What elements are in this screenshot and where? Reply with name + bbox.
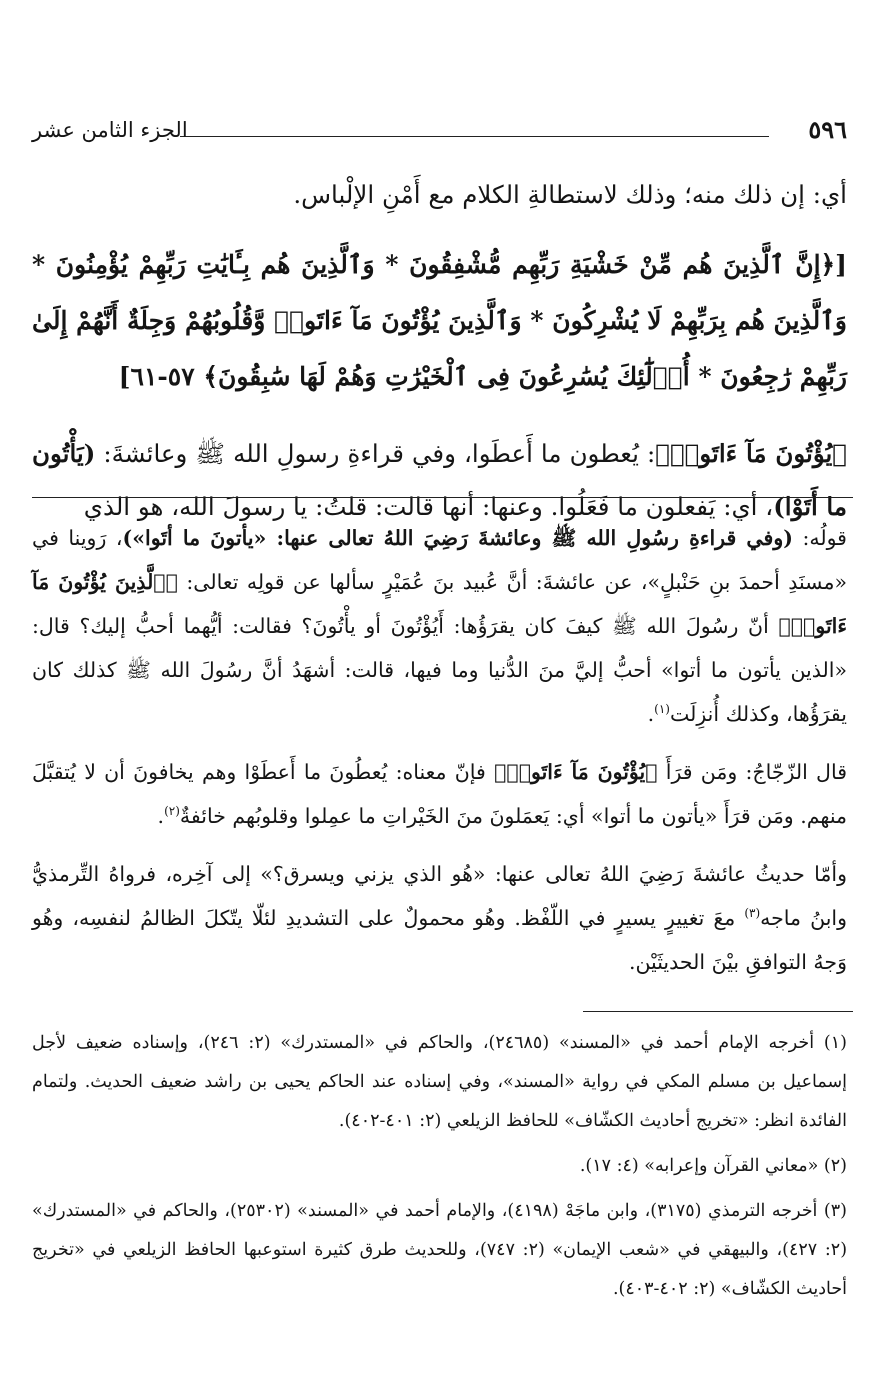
c1-a: قولُه: — [792, 526, 847, 550]
footnote-divider — [583, 1011, 853, 1012]
commentary-paragraph-3 — [32, 852, 847, 984]
tafsir-quote-1: ﴿يُؤْتُونَ مَآ ءَاتَوا۟﴾ — [655, 439, 847, 468]
c1-c: أنّ رسُولَ الله ﷺ كيفَ كان يقرَؤُها: أَيُؤْتُونَ أو يأْتُونَ؟ فقالت: أيُّهما أحبُّ إليك؟ قال: «الذين يأتون ما أتوا» أحبُّ إليَّ منَ الدُّنيا وما فيها، قالت: أشهَدُ أنَّ رسُولَ الله ﷺ كذلك كان يقرَؤُها، وكذلك أُنزِلَت — [32, 614, 847, 726]
c2-verse-quote: ﴿يُؤْتُونَ مَآ ءَاتَوا۟﴾ — [494, 760, 658, 784]
footnotes — [32, 1024, 847, 1315]
page-number: ٥٩٦ — [808, 115, 847, 144]
header-rule — [180, 136, 769, 137]
commentary — [32, 516, 847, 998]
c1-lemma: (وفي قراءةِ رسُولِ الله ﷺ وعائشةَ رَضِيَ اللهُ تعالى عنها: «يأتونَ ما أتَوا») — [122, 526, 793, 550]
main-text — [32, 168, 847, 533]
footnote-3: (٣) أخرجه الترمذي (٣١٧٥)، وابن ماجَهْ (٤١٩٨)، والإمام أحمد في «المسند» (٢٥٣٠٢)، والحاكم في «المستدرك» (٢: ٤٢٧)، والبيهقي في «شعب الإيمان» (٢: ٧٤٧)، وللحديث طرق كثيرة استوعبها الحافظ الزيلعي في «تخريج أحاديث الكشّاف» (٢: ٤٠٢-٤٠٣). — [32, 1201, 848, 1299]
footnote-2: (٢) «معاني القرآن وإعرابه» (٤: ١٧). — [579, 1156, 847, 1176]
tafsir-text-2: ، أي: يَفعلون ما فَعَلُوا. وعنها: أنها قالت: قلتُ: يا رسولَ الله، هو الذي — [83, 492, 774, 521]
c2-end: . — [157, 804, 165, 828]
c2-a: قال الزّجّاجُ: ومَن قرَأَ — [657, 760, 847, 784]
footnote-ref-2: (٢) — [164, 804, 180, 819]
c1-b: ، رَوينا في «مسنَدِ أحمدَ بنِ حَنْبلٍ»، عن عائشةَ: أنَّ عُبيد بنَ عُمَيْرٍ سألها عن قولِه تعالى: — [32, 526, 847, 594]
tafsir-text-1: : يُعطون ما أَعطَوا، وفي قراءةِ رسولِ الله ﷺ وعائشةَ: — [95, 439, 656, 468]
commentary-paragraph-1 — [32, 516, 847, 736]
main-divider — [32, 497, 853, 498]
running-title: الجزء الثامن عشر — [32, 118, 188, 142]
tafsir-quote-2: (يَأْتُون ما أَتَوْا) — [32, 439, 847, 521]
c2-b: فإنّ معناه: يُعطُونَ ما أَعطَوْا وهم يخافونَ أن لا يُتقبَّلَ منهم. ومَن قرَأَ «يأتون ما أتوا» أي: يَعمَلونَ منَ الخَيْراتِ ما عمِلوا وقلوبُهم خائفةٌ — [32, 760, 847, 828]
c1-verse-quote: ﴿ٱلَّذِينَ يُؤْتُونَ مَآ ءَاتَوا۟﴾ — [32, 570, 847, 638]
c3-a: وأمّا حديثُ عائشةَ رَضِيَ اللهُ تعالى عنها: «هُو الذي يزني ويسرق؟» إلى آخِره، فرواهُ التِّرمذيُّ وابنُ ماجه — [32, 862, 847, 930]
footnote-ref-1: (١) — [654, 702, 670, 717]
intro-paragraph: أي: إن ذلك منه؛ وذلك لاستطالةِ الكلام مع أَمْنِ الإلْباس. — [293, 180, 847, 209]
c3-b: معَ تغييرٍ يسيرٍ في اللّفْظ. وهُو محمولٌ على التشديدِ لئلّا يتّكلَ الظالمُ لنفسِه، وهُو وَجهُ التوافقِ بيْنَ الحديثَيْن. — [32, 906, 847, 974]
c1-end: . — [647, 702, 655, 726]
footnote-ref-3: (٣) — [744, 906, 761, 921]
commentary-paragraph-2 — [32, 750, 847, 838]
footnote-1: (١) أخرجه الإمام أحمد في «المسند» (٢٤٦٨٥)، والحاكم في «المستدرك» (٢: ٢٤٦)، وإسناده ضعيف لأجل إسماعيل بن مسلم المكي في رواية «المسند»، وفي إسناده عند الحاكم يحيى بن راشد ضعيف الحديث. ولتمام الفائدة انظر: «تخريج أحاديث الكشّاف» للحافظ الزيلعي (٢: ٤٠١-٤٠٢). — [32, 1033, 847, 1131]
quran-verses: [﴿إِنَّ ٱلَّذِينَ هُم مِّنْ خَشْيَةِ رَبِّهِم مُّشْفِقُونَ * وَٱلَّذِينَ هُم بِـَٔايَٰتِ رَبِّهِمْ يُؤْمِنُونَ * وَٱلَّذِينَ هُم بِرَبِّهِمْ لَا يُشْرِكُونَ * وَٱلَّذِينَ يُؤْتُونَ مَآ ءَاتَوا۟ وَّقُلُوبُهُمْ وَجِلَةٌ أَنَّهُمْ إِلَىٰ رَبِّهِمْ رَٰجِعُونَ * أُو۟لَٰٓئِكَ يُسَٰرِعُونَ فِى ٱلْخَيْرَٰتِ وَهُمْ لَهَا سَٰبِقُونَ﴾ ٥٧-٦١] — [32, 250, 847, 391]
page-header — [32, 112, 847, 148]
